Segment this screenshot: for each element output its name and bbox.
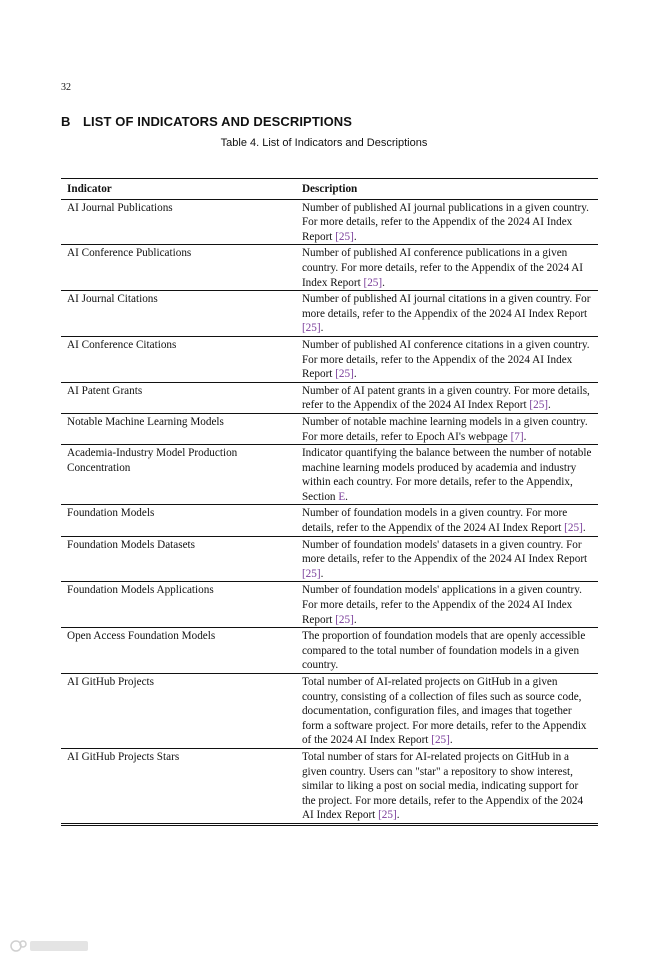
table-row [61,413,598,444]
description-text: The proportion of foundation models that are openly accessible compared to the total number of foundation models in a given country. [301,630,586,672]
reference-link[interactable]: [25] [335,613,354,626]
description-cell [296,382,598,413]
reference-link[interactable]: [25] [431,734,450,747]
table-row [61,291,598,337]
reference-link[interactable]: [7] [510,430,524,443]
header-indicator: Indicator [61,179,296,200]
description-cell [296,582,598,628]
reference-link[interactable]: [25] [564,522,583,535]
reference-link[interactable]: [25] [301,567,321,580]
description-text: Number of foundation models' datasets in a given country. For more details, refer to the Appendix of the 2024 AI Index Report [301,538,588,566]
section-title: LIST OF INDICATORS AND DESCRIPTIONS [83,114,353,129]
description-text: Number of published AI conference publications in a given country. For more details, refer to the Appendix of the 2024 AI Index Report [301,247,584,289]
description-cell [296,674,598,749]
description-period: . [320,322,324,335]
indicator-cell: Academia-Industry Model Production Concentration [61,445,296,505]
description-text: Number of AI patent grants in a given country. For more details, refer to the Appendix of the 2024 AI Index Report [301,384,590,412]
description-text: Number of published AI journal publications in a given country. For more details, refer to the Appendix of the 2024 AI Index Report [301,201,589,243]
reference-link[interactable]: [25] [335,230,354,243]
header-description: Description [296,179,598,200]
description-cell [296,748,598,824]
description-period: . [582,522,586,535]
table-row [61,382,598,413]
indicator-cell: Open Access Foundation Models [61,628,296,674]
description-period: . [523,430,527,443]
description-period: . [353,613,357,626]
reference-link[interactable]: E [338,490,346,503]
description-text: Number of foundation models in a given country. For more details, refer to the Appendix of the 2024 AI Index Report [301,507,568,535]
indicator-cell: AI Patent Grants [61,382,296,413]
section-number: B [61,114,71,129]
table-row [61,748,598,824]
table-row [61,628,598,674]
indicator-cell: AI GitHub Projects [61,674,296,749]
watermark-icon [8,938,90,954]
description-cell [296,505,598,536]
table-row [61,536,598,582]
description-cell [296,628,598,674]
description-period: . [449,734,453,747]
table-header-row [61,179,598,200]
reference-link[interactable]: [25] [363,276,383,289]
indicator-cell: AI GitHub Projects Stars [61,748,296,824]
table-row [61,199,598,245]
description-text: Number of published AI journal citations in a given country. For more details, refer to the Appendix of the 2024 AI Index Report [301,293,591,320]
description-cell [296,536,598,582]
indicator-cell: Foundation Models [61,505,296,536]
reference-link[interactable]: [25] [529,399,549,412]
description-period: . [345,490,348,503]
reference-link[interactable]: [25] [301,322,321,335]
description-text: Indicator quantifying the balance between the number of notable machine learning models produced by academia and industry within each country. For more details, refer to the Appendix, Section [301,447,592,503]
description-period: . [396,809,400,822]
indicator-cell: AI Conference Publications [61,245,296,291]
indicators-table-container [61,178,598,826]
description-cell [296,413,598,444]
description-period: . [548,399,551,412]
description-text: Total number of stars for AI-related projects on GitHub in a given country. Users can "star" a repository to show interest, similar to liking a post on social media, indicating support for the project. For more details, refer to the Appendix of the 2024 AI Index Report [301,750,584,822]
description-period: . [382,276,385,289]
description-cell [296,336,598,382]
description-text: Number of published AI conference citations in a given country. For more details, refer to the Appendix of the 2024 AI Index Report [301,338,590,381]
indicator-cell: AI Journal Citations [61,291,296,337]
table-row [61,445,598,505]
indicator-cell: AI Conference Citations [61,336,296,382]
table-row [61,336,598,382]
description-period: . [353,230,357,243]
table-row [61,582,598,628]
table-body [61,199,598,824]
section-heading [61,114,352,129]
indicator-cell: Foundation Models Applications [61,582,296,628]
indicators-table [61,178,598,826]
description-cell [296,291,598,337]
indicator-cell: AI Journal Publications [61,199,296,245]
description-cell [296,245,598,291]
reference-link[interactable]: [25] [378,809,397,822]
description-text: Total number of AI-related projects on GitHub in a given country, consisting of a collection of files such as source code, documentation, configuration files, and images that together form a software project. For more details, refer to the Appendix of the 2024 AI Index Report [301,676,587,747]
table-caption: Table 4. List of Indicators and Descriptions [220,137,428,149]
indicator-cell: Foundation Models Datasets [61,536,296,582]
description-period: . [353,368,357,381]
table-row [61,245,598,291]
watermark-logo [8,938,90,957]
description-text: Number of notable machine learning models in a given country. For more details, refer to Epoch AI's webpage [301,415,588,443]
description-text: Number of foundation models' applications in a given country. For more details, refer to the Appendix of the 2024 AI Index Report [301,584,582,626]
indicator-cell: Notable Machine Learning Models [61,413,296,444]
page-number: 32 [61,82,71,93]
description-cell [296,445,598,505]
reference-link[interactable]: [25] [335,368,354,381]
description-period: . [320,567,324,580]
description-cell [296,199,598,245]
table-row [61,505,598,536]
table-row [61,674,598,749]
